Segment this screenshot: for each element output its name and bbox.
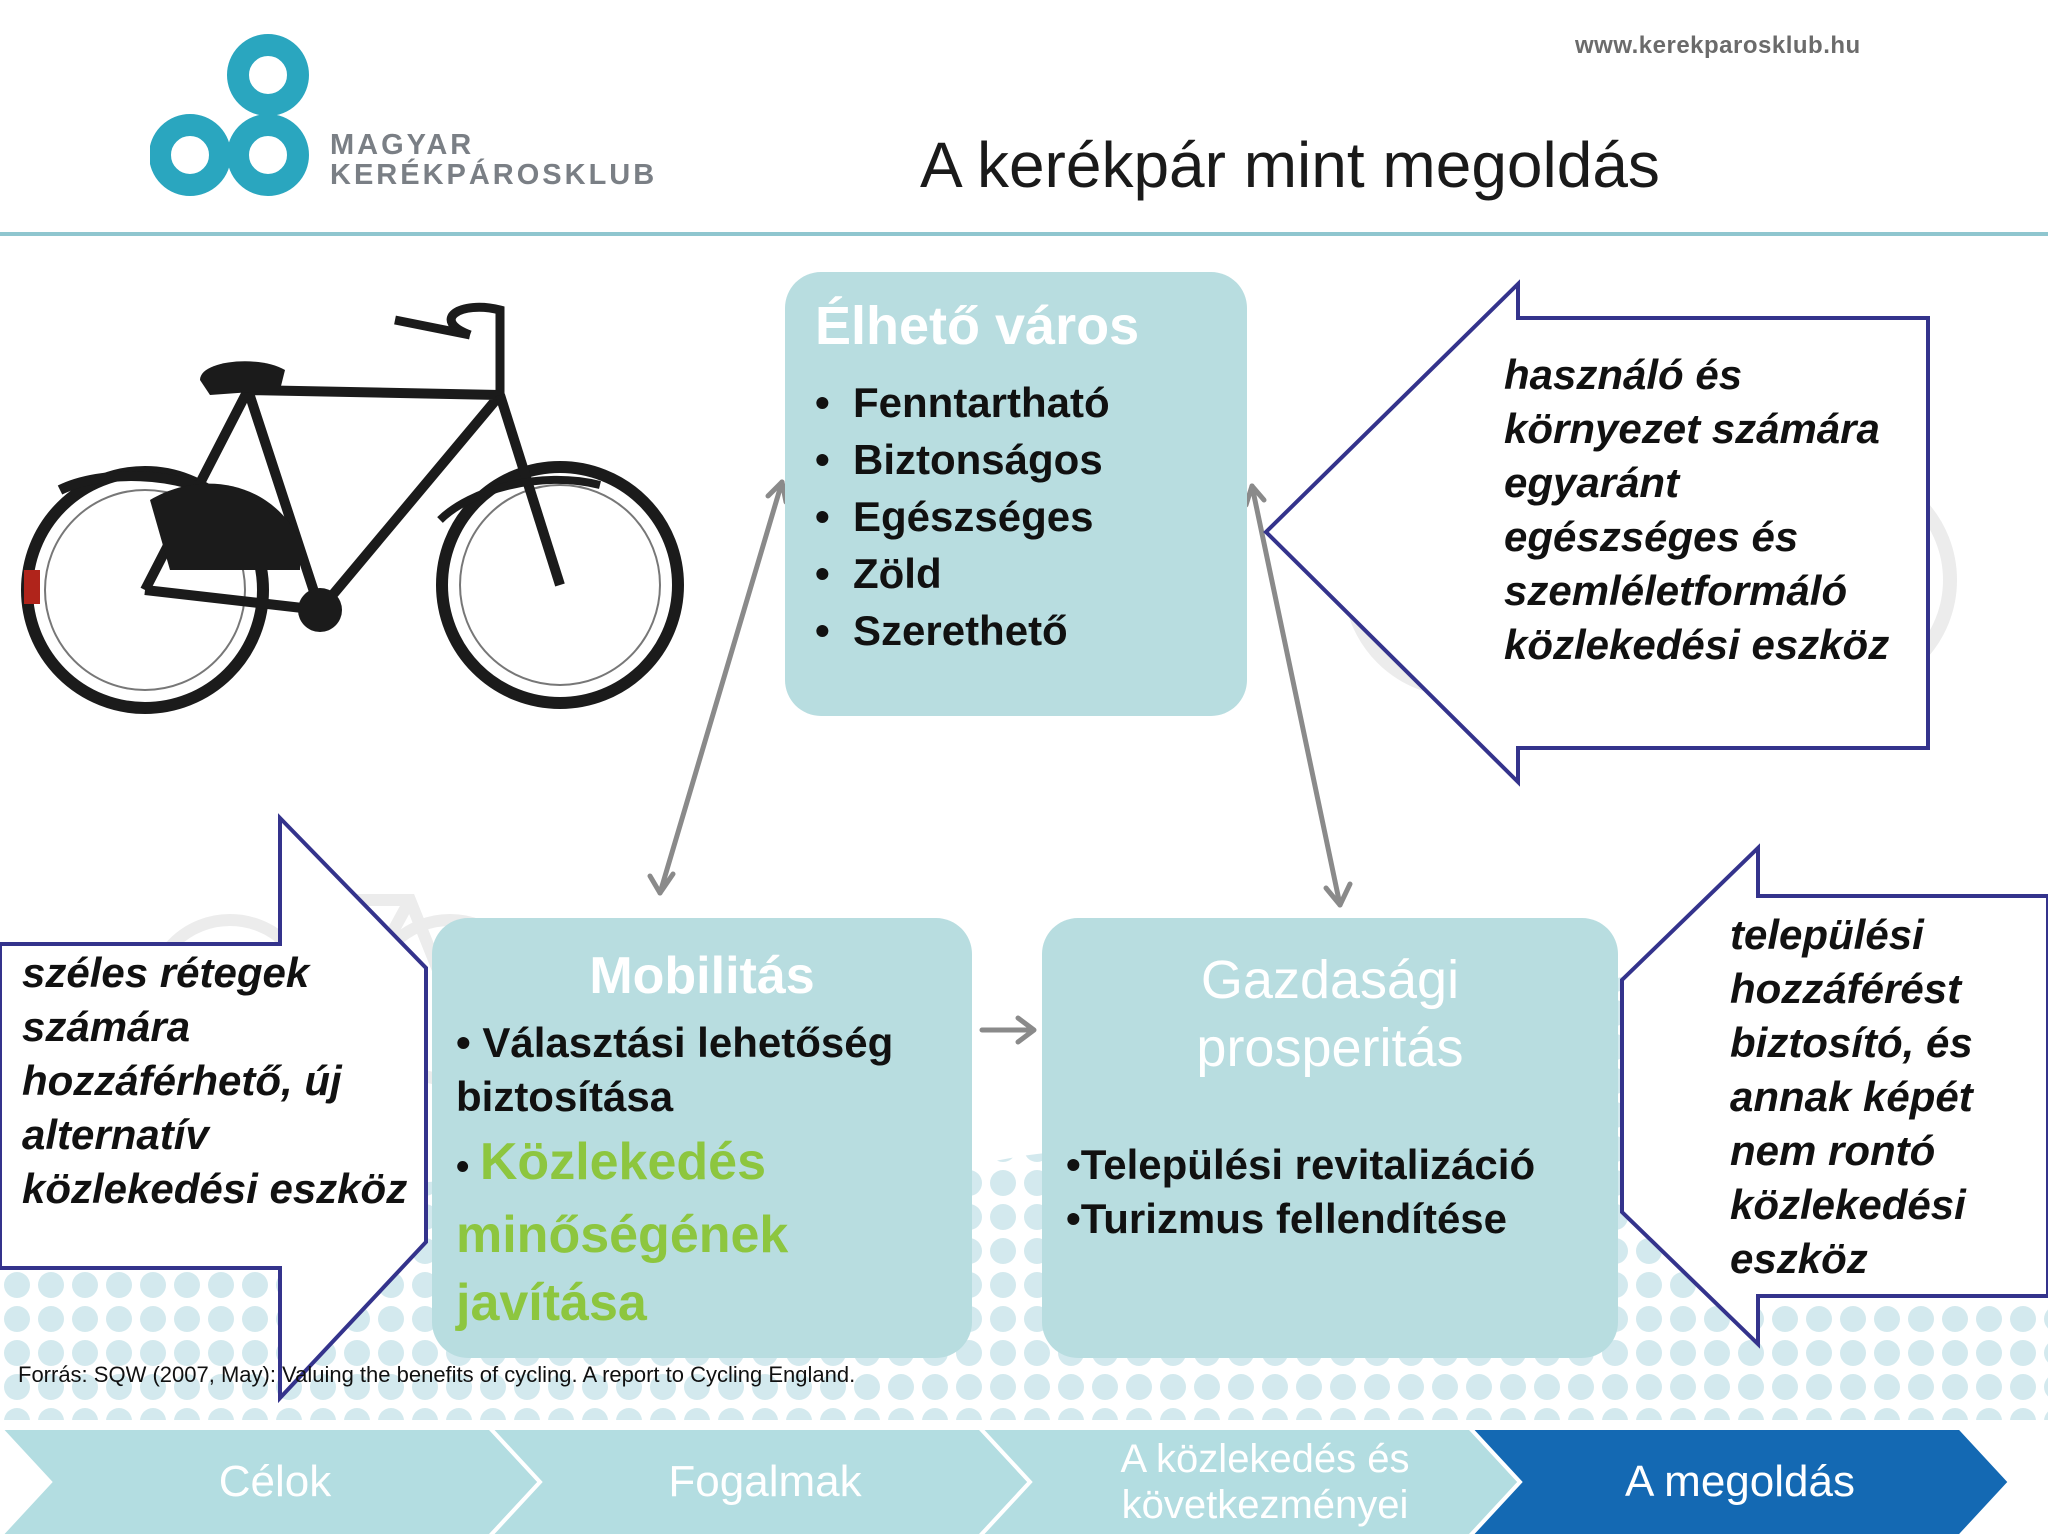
org-name-line1: MAGYAR	[330, 129, 475, 161]
mobility-box	[432, 918, 972, 1358]
economic-prosperity-box	[1042, 918, 1618, 1358]
livable-city-list	[815, 374, 1217, 659]
economic-prosperity-list	[1066, 1138, 1594, 1246]
livable-city-box	[785, 272, 1247, 716]
mobility-item-choice: • Választási lehetőség biztosítása	[456, 1019, 894, 1120]
economic-prosperity-title: Gazdasági prosperitás	[1196, 950, 1464, 1078]
nav-step-transport-consequences[interactable]: A közlekedés és következményei	[1120, 1437, 1410, 1527]
list-item: • Egészséges	[815, 493, 1094, 540]
callout-left: széles rétegek számára hozzáférhető, új alternatív közlekedési eszköz	[22, 949, 408, 1212]
livable-city-title: Élhető város	[815, 296, 1140, 356]
org-name-line2: KERÉKPÁROSKLUB	[330, 159, 658, 191]
mobility-title: Mobilitás	[589, 947, 815, 1005]
nav-step-solution[interactable]: A megoldás	[1625, 1457, 1855, 1506]
mobility-item-quality: • Közlekedés minőségének javítása	[456, 1133, 789, 1332]
page-title: A kerékpár mint megoldás	[920, 129, 1660, 201]
list-item: •Települési revitalizáció	[1066, 1141, 1536, 1188]
list-item: • Fenntartható	[815, 379, 1110, 426]
nav-step-concepts[interactable]: Fogalmak	[668, 1457, 862, 1506]
website-url[interactable]: www.kerekparosklub.hu	[1575, 32, 1861, 59]
callout-right-top: használó és környezet számára egyaránt egészséges és szemléletformáló közlekedési eszköz	[1504, 351, 1890, 668]
source-citation: Forrás: SQW (2007, May): Valuing the benefits of cycling. A report to Cycling England.	[18, 1362, 856, 1387]
list-item: • Biztonságos	[815, 436, 1103, 483]
list-item: • Szerethető	[815, 607, 1068, 654]
list-item: •Turizmus fellendítése	[1066, 1195, 1508, 1242]
list-item: • Zöld	[815, 550, 942, 597]
nav-step-goals[interactable]: Célok	[218, 1457, 332, 1506]
callout-right-bottom: települési hozzáférést biztosító, és annak képét nem rontó közlekedési eszköz	[1730, 911, 1973, 1282]
